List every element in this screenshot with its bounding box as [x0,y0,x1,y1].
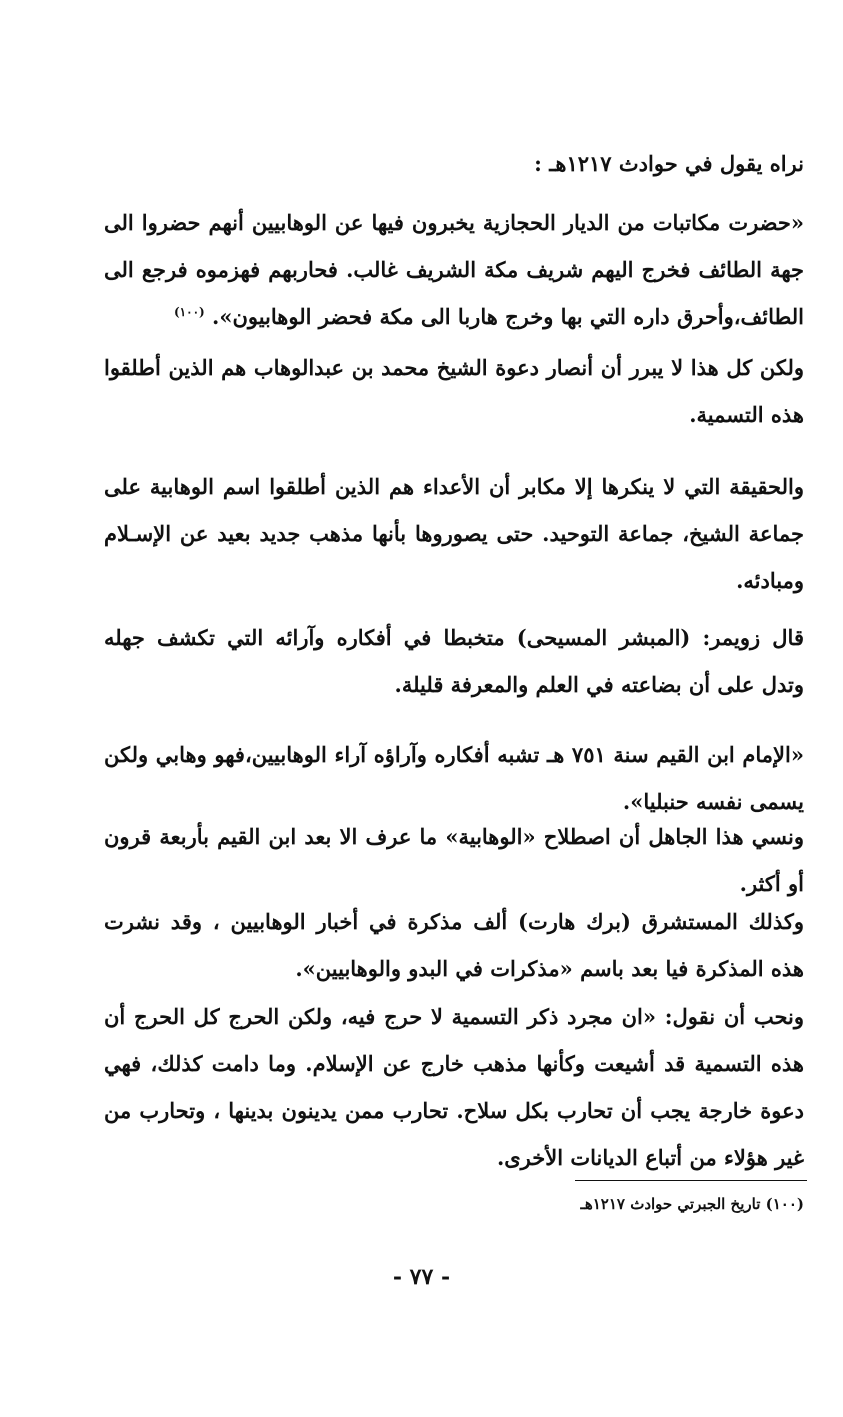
quote-paragraph-ibn-qayyim: «الإمام ابن القيم سنة ٧٥١ هـ تشبه أفكاره وآراؤه آراء الوهابيين،فهو وهابي ولكن يسمى نفسه حنبليا». [104,742,804,814]
paragraph-naming: ولكن كل هذا لا يبرر أن أنصار دعوة الشيخ محمد بن عبدالوهاب هم الذين أطلقوا هذه التسمية. [104,355,804,427]
footnote-text: (١٠٠) تاريخ الجبرتي حوادث ١٢١٧هـ [580,1195,804,1213]
paragraph-forgot: ونسي هذا الجاهل أن اصطلاح «الوهابية» ما عرف الا بعد ابن القيم بأربعة قرون أو أكثر. [104,824,804,896]
footnote-divider [575,1180,807,1181]
intro-line: نراه يقول في حوادث ١٢١٧هـ : [534,151,804,176]
paragraph-conclusion: ونحب أن نقول: «ان مجرد ذكر التسمية لا حرج فيه، ولكن الحرج كل الحرج أن هذه التسمية قد أشيعت وكأنها مذهب خارج عن الإسلام. وما دامت كذلك، فهي دعوة خارجة يجب أن تحارب بكل سلاح. تحارب ممن يدينون بدينها ، وتحارب من غير هؤلاء من أتباع الديانات الأخرى. [104,1004,804,1170]
paragraph-zwemer: قال زويمر: (المبشر المسيحى) متخبطا في أفكاره وآرائه التي تكشف جهله وتدل على أن بضاعته في العلم والمعرفة قليلة. [104,625,804,697]
page-number: - ٧٧ - [392,1264,451,1290]
footnote-marker: (١٠٠) [173,305,205,319]
paragraph-text: «حضرت مكاتبات من الديار الحجازية يخبرون فيها عن الوهابيين أنهم حضروا الى جهة الطائف فخرج اليهم شريف مكة الشريف غالب. فحاربهم فهزموه فرجع الى الطائف،وأحرق داره التي بها وخرج هاربا الى مكة فحضر الوهابيون». [104,210,804,329]
paragraph-truth: والحقيقة التي لا ينكرها إلا مكابر أن الأعداء هم الذين أطلقوا اسم الوهابية على جماعة الشيخ، جماعة التوحيد. حتى يصوروها بأنها مذهب جديد بعيد عن الإسـلام ومبادئه. [104,474,804,593]
quote-paragraph-jabarti [104,199,804,340]
paragraph-burckhardt: وكذلك المستشرق (برك هارت) ألف مذكرة في أخبار الوهابيين ، وقد نشرت هذه المذكرة فيا بعد باسم «مذكرات في البدو والوهابيين». [104,909,804,981]
